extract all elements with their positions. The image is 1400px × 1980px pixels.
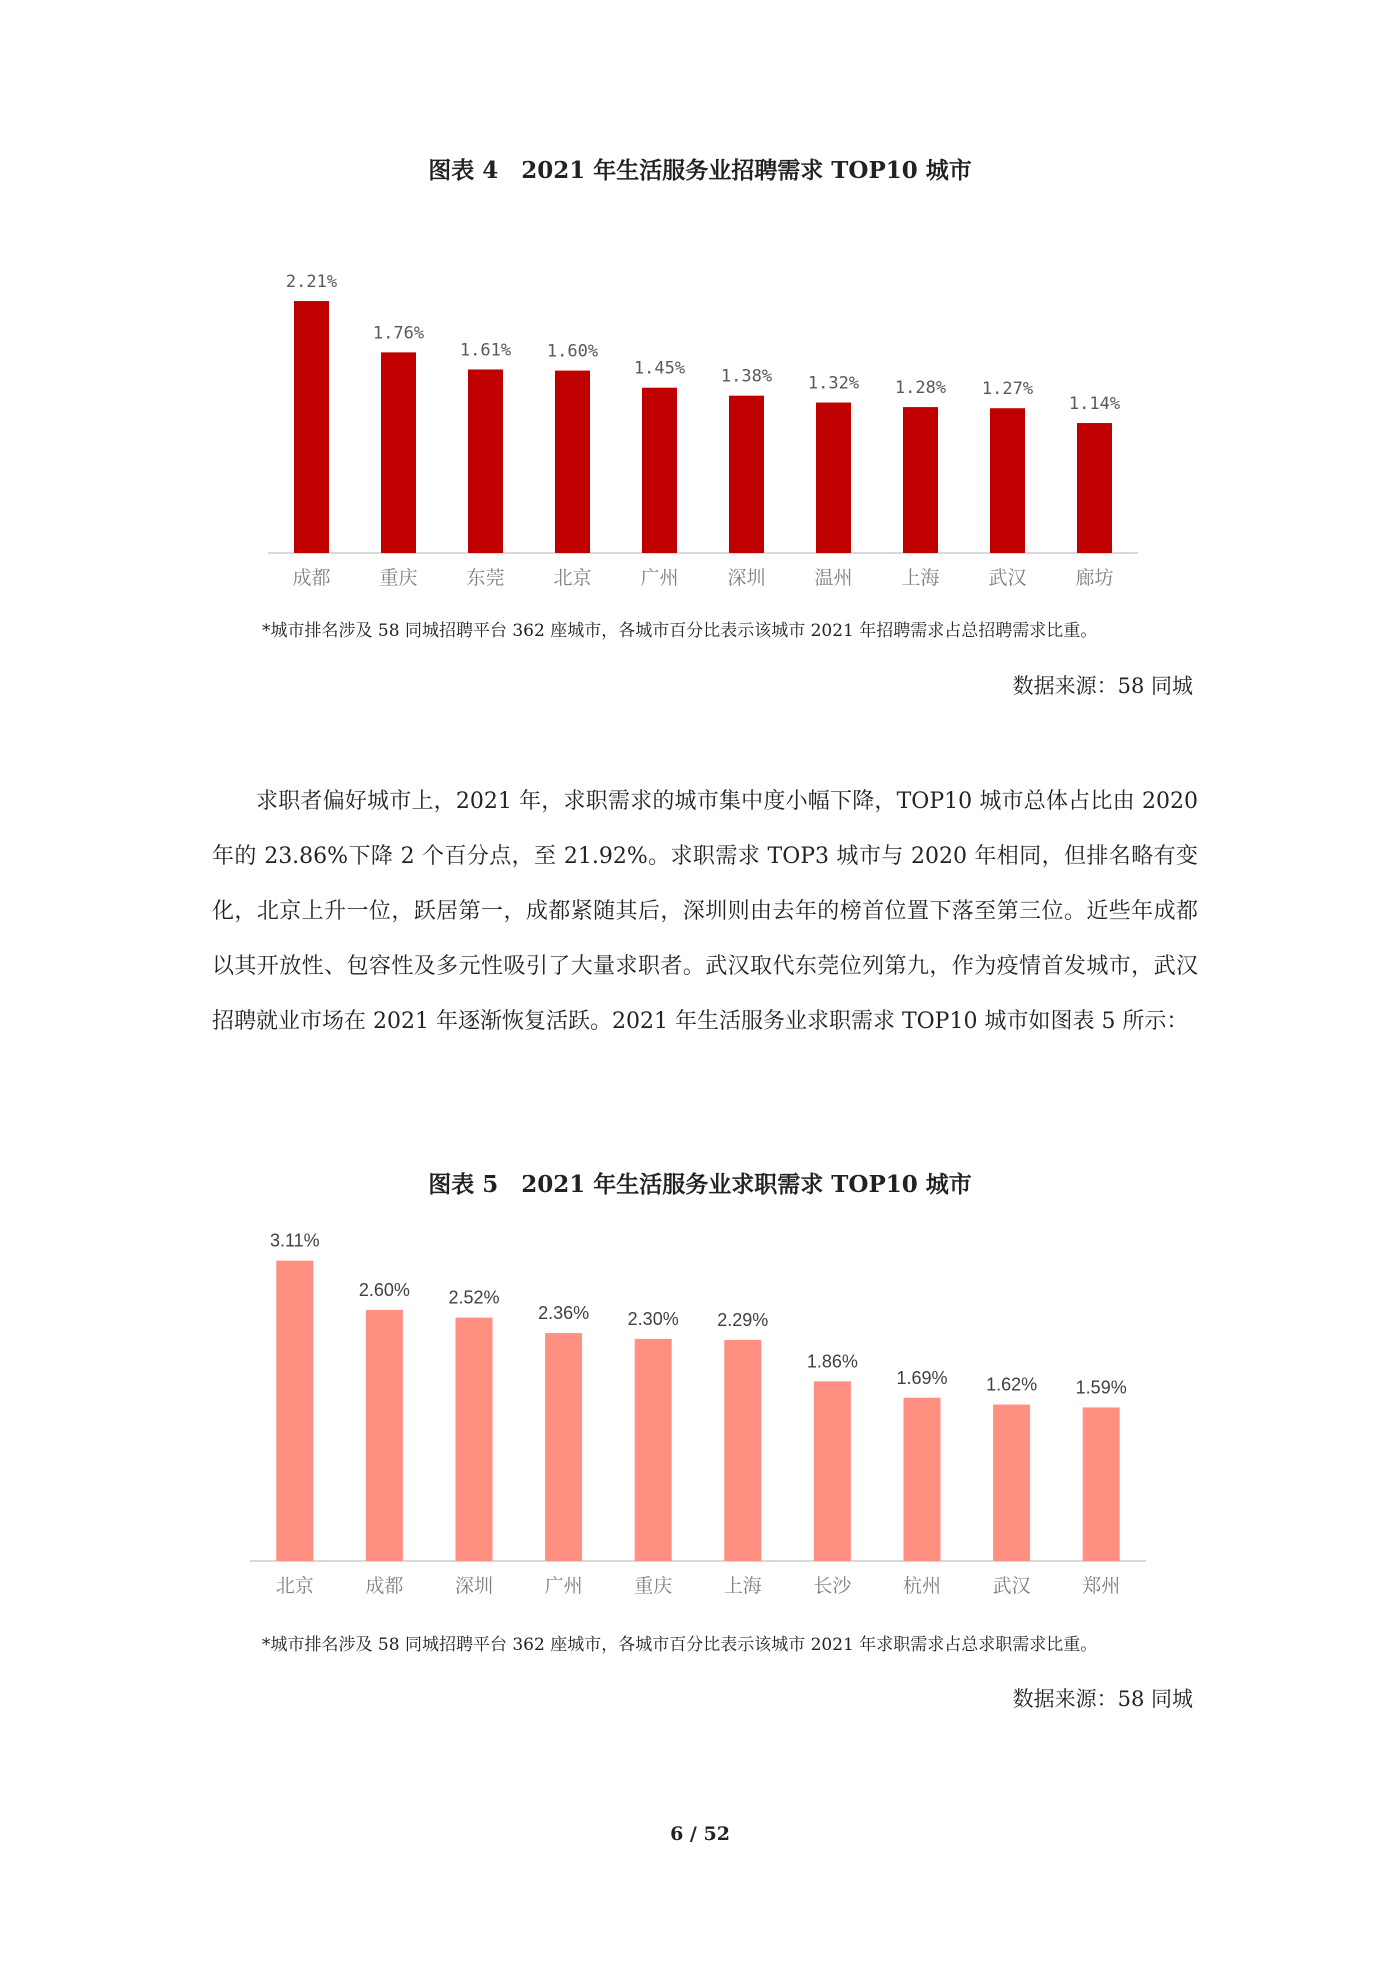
chart4-value-label-2: 1.76% bbox=[372, 323, 425, 344]
chart4-bar-7 bbox=[816, 403, 851, 553]
chart4-value-label-7: 1.32% bbox=[807, 373, 860, 394]
chart5-value-label-2: 2.60% bbox=[358, 1279, 410, 1300]
chart5-value-label-4: 2.36% bbox=[538, 1303, 590, 1324]
chart4-bar-1 bbox=[294, 301, 329, 553]
chart5-value-label-10: 1.59% bbox=[1075, 1377, 1127, 1398]
chart5-category-label-3: 深圳 bbox=[454, 1575, 494, 1597]
chart5-value-label-3: 2.52% bbox=[448, 1287, 500, 1308]
chart5-category-label-2: 成都 bbox=[365, 1575, 404, 1597]
chart4-category-label-9: 武汉 bbox=[988, 567, 1027, 589]
chart5-value-label-8: 1.69% bbox=[896, 1367, 948, 1388]
chart5-bar-7 bbox=[814, 1381, 851, 1561]
chart5-bar-1 bbox=[276, 1261, 313, 1561]
chart5-bar-4 bbox=[545, 1333, 582, 1561]
chart4-category-label-7: 温州 bbox=[814, 567, 853, 589]
chart5-value-label-9: 1.62% bbox=[986, 1374, 1038, 1395]
chart4-category-label-5: 广州 bbox=[640, 567, 679, 589]
chart5-category-label-7: 长沙 bbox=[813, 1575, 852, 1597]
chart4-bar-3 bbox=[468, 369, 503, 553]
chart5-bar-8 bbox=[904, 1398, 941, 1561]
chart4-bar-10 bbox=[1077, 423, 1112, 553]
chart4-data-source: 数据来源：58 同城 bbox=[1012, 674, 1193, 698]
chart4-category-label-4: 北京 bbox=[553, 567, 592, 589]
chart4-category-label-3: 东莞 bbox=[466, 567, 505, 589]
chart4-value-label-6: 1.38% bbox=[720, 366, 773, 387]
chart5-category-label-8: 杭州 bbox=[902, 1575, 942, 1597]
chart5-value-label-1: 3.11% bbox=[269, 1230, 320, 1251]
chart5-category-label-5: 重庆 bbox=[634, 1575, 673, 1597]
chart5-value-label-5: 2.30% bbox=[627, 1308, 679, 1329]
chart5-bar-6 bbox=[724, 1340, 761, 1561]
chart5-bar-5 bbox=[635, 1339, 672, 1561]
chart4-footnote: *城市排名涉及 58 同城招聘平台 362 座城市，各城市百分比表示该城市 2021 年招聘需求占总招聘需求比重。 bbox=[262, 621, 1098, 641]
chart4-category-label-8: 上海 bbox=[901, 567, 940, 589]
chart5-data-source: 数据来源：58 同城 bbox=[1012, 1687, 1193, 1711]
chart5-category-label-4: 广州 bbox=[544, 1575, 583, 1597]
chart4-value-label-4: 1.60% bbox=[546, 341, 599, 362]
chart5-footnote: *城市排名涉及 58 同城招聘平台 362 座城市，各城市百分比表示该城市 2021 年求职需求占总求职需求比重。 bbox=[262, 1635, 1098, 1655]
chart4-category-label-10: 廊坊 bbox=[1075, 567, 1114, 589]
chart5-value-label-7: 1.86% bbox=[806, 1351, 858, 1372]
chart5-value-label-6: 2.29% bbox=[717, 1309, 769, 1330]
chart4-value-label-9: 1.27% bbox=[981, 379, 1034, 400]
chart4-bar-2 bbox=[381, 352, 416, 553]
chart4-value-label-8: 1.28% bbox=[894, 378, 947, 399]
chart5-bar-2 bbox=[366, 1310, 403, 1561]
chart4-title: 图表 4 2021 年生活服务业招聘需求 TOP10 城市 bbox=[428, 157, 972, 184]
chart4-value-label-5: 1.45% bbox=[633, 358, 686, 379]
chart5-category-label-9: 武汉 bbox=[992, 1575, 1031, 1597]
chart5-bar-9 bbox=[993, 1405, 1030, 1561]
body-paragraph: 求职者偏好城市上，2021 年，求职需求的城市集中度小幅下降，TOP10 城市总体占比由 2020 年的 23.86%下降 2 个百分点，至 21.92%。求职需求 TOP3 城市与 2020 年相同，但排名略有变化，北京上升一位，跃居第一，成都紧随其后，深圳则由去年的榜首位置下落至第三位。近些年成都以其开放性、包容性及多元性吸引了大量求职者。武汉取代东莞位列第九，作为疫情首发城市，武汉招聘就业市场在 2021 年逐渐恢复活跃。2021 年生活服务业求职需求 TOP10 城市如图表 5 所示： bbox=[212, 789, 1198, 1034]
chart5-category-label-6: 上海 bbox=[723, 1575, 762, 1597]
chart4-value-label-10: 1.14% bbox=[1068, 394, 1121, 415]
chart4-bar-5 bbox=[642, 388, 677, 553]
chart5-category-label-1: 北京 bbox=[275, 1575, 314, 1597]
chart4-recruitment-demand bbox=[0, 210, 1400, 600]
chart4-bar-8 bbox=[903, 407, 938, 553]
page-number: 6 / 52 bbox=[670, 1823, 730, 1845]
chart4-value-label-1: 2.21% bbox=[285, 272, 338, 293]
chart4-category-label-2: 重庆 bbox=[379, 567, 418, 589]
chart4-category-label-1: 成都 bbox=[292, 567, 331, 589]
chart5-bar-3 bbox=[456, 1318, 493, 1561]
chart5-bar-10 bbox=[1083, 1407, 1120, 1561]
chart4-bar-6 bbox=[729, 396, 764, 553]
chart4-bar-9 bbox=[990, 408, 1025, 553]
chart4-category-label-6: 深圳 bbox=[727, 567, 766, 589]
chart4-value-label-3: 1.61% bbox=[459, 340, 512, 361]
chart4-bar-4 bbox=[555, 371, 590, 553]
chart5-title: 图表 5 2021 年生活服务业求职需求 TOP10 城市 bbox=[428, 1171, 972, 1198]
chart5-category-label-10: 郑州 bbox=[1082, 1575, 1121, 1597]
chart5-jobseeker-demand bbox=[0, 1220, 1400, 1620]
